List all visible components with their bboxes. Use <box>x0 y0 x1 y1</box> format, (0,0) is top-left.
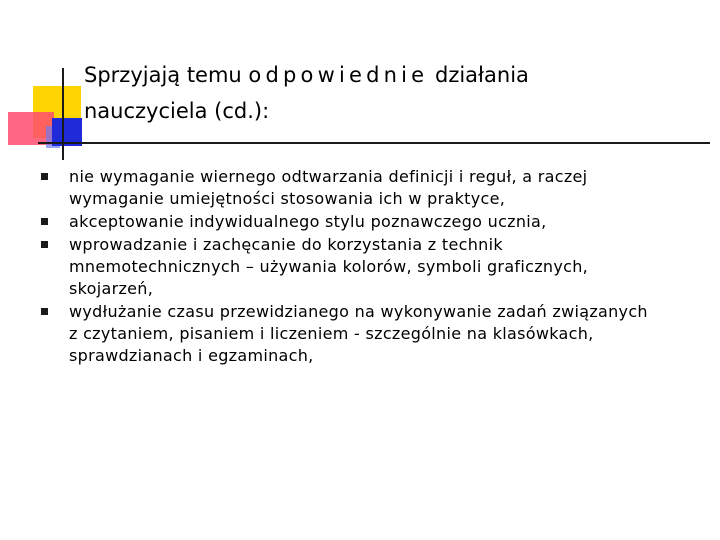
decor-horizontal-rule <box>38 142 710 144</box>
square-bullet-icon <box>41 241 48 248</box>
list-item <box>40 211 660 233</box>
title-line-2: nauczyciela (cd.): <box>84 99 270 123</box>
square-bullet-icon <box>41 173 48 180</box>
decor-vertical-rule <box>62 68 64 160</box>
list-item-text: nie wymaganie wiernego odtwarzania definicji i reguł, a raczej wymaganie umiejętności stosowania ich w praktyce, <box>69 167 588 208</box>
list-item <box>40 301 660 367</box>
bullet-list <box>40 166 660 368</box>
slide-title <box>84 57 684 129</box>
list-item <box>40 234 660 300</box>
title-part-1: Sprzyjają temu <box>84 63 249 87</box>
list-item-text: akceptowanie indywidualnego stylu poznawczego ucznia, <box>69 212 547 231</box>
list-item-text: wydłużanie czasu przewidzianego na wykonywanie zadań związanych z czytaniem, pisaniem i liczeniem - szczególnie na klasówkach, sprawdzianach i egzaminach, <box>69 302 648 365</box>
square-bullet-icon <box>41 308 48 315</box>
title-part-3: działania <box>428 63 529 87</box>
list-item <box>40 166 660 210</box>
square-bullet-icon <box>41 218 48 225</box>
list-item-text: wprowadzanie i zachęcanie do korzystania z technik mnemotechnicznych – używania kolorów, symboli graficznych, skojarzeń, <box>69 235 589 298</box>
title-spaced-word: odpowiednie <box>248 63 429 87</box>
